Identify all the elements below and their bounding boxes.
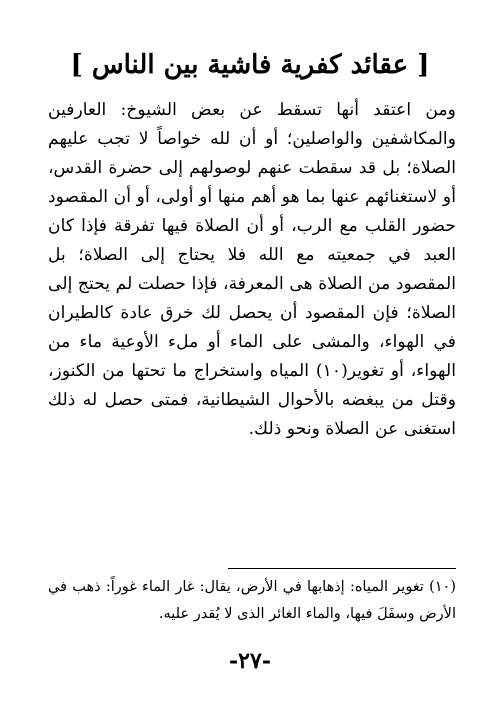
section-heading: [ عقائد كفرية فاشية بين الناس ] [70, 50, 430, 80]
footnote-text: (١٠) تغوير المياه: إذهابها في الأرض، يقال: غار الماء غوراً: ذهب في الأرض وسفَلَ فيها، والماء الغائر الذى لا يُقدر عليه. [48, 579, 456, 622]
footnote-divider [228, 568, 456, 569]
page-number: -٢٧- [229, 648, 271, 674]
body-paragraph [48, 96, 456, 444]
footnote [48, 574, 456, 628]
body-text: ومن اعتقد أنها تسقط عن بعض الشيوخ: العارفين والمكاشفين والواصلين؛ أو أن لله خواصاً لا تجب عليهم الصلاة؛ بل قد سقطت عنهم لوصولهم إلى حضرة القدس، أو لاستغنائهم عنها بما هو أهم منها أو أولى، أو أن المقصود حضور القلب مع الرب، أو أن الصلاة فيها تفرقة فإذا كان العبد في جمعيته مع الله فلا يحتاج إلى الصلاة؛ بل المقصود من الصلاة هى المعرفة، فإذا حصلت لم يحتج إلى الصلاة؛ فإن المقصود أن يحصل لك خرق عادة كالطيران في الهواء، والمشى على الماء أو ملء الأوعية ماء من الهواء، أو تغوير(١٠) المياه واستخراج ما تحتها من الكنوز، وقتل من يبغضه بالأحوال الشيطانية، فمتى حصل له ذلك استغنى عن الصلاة ونحو ذلك. [48, 100, 456, 439]
